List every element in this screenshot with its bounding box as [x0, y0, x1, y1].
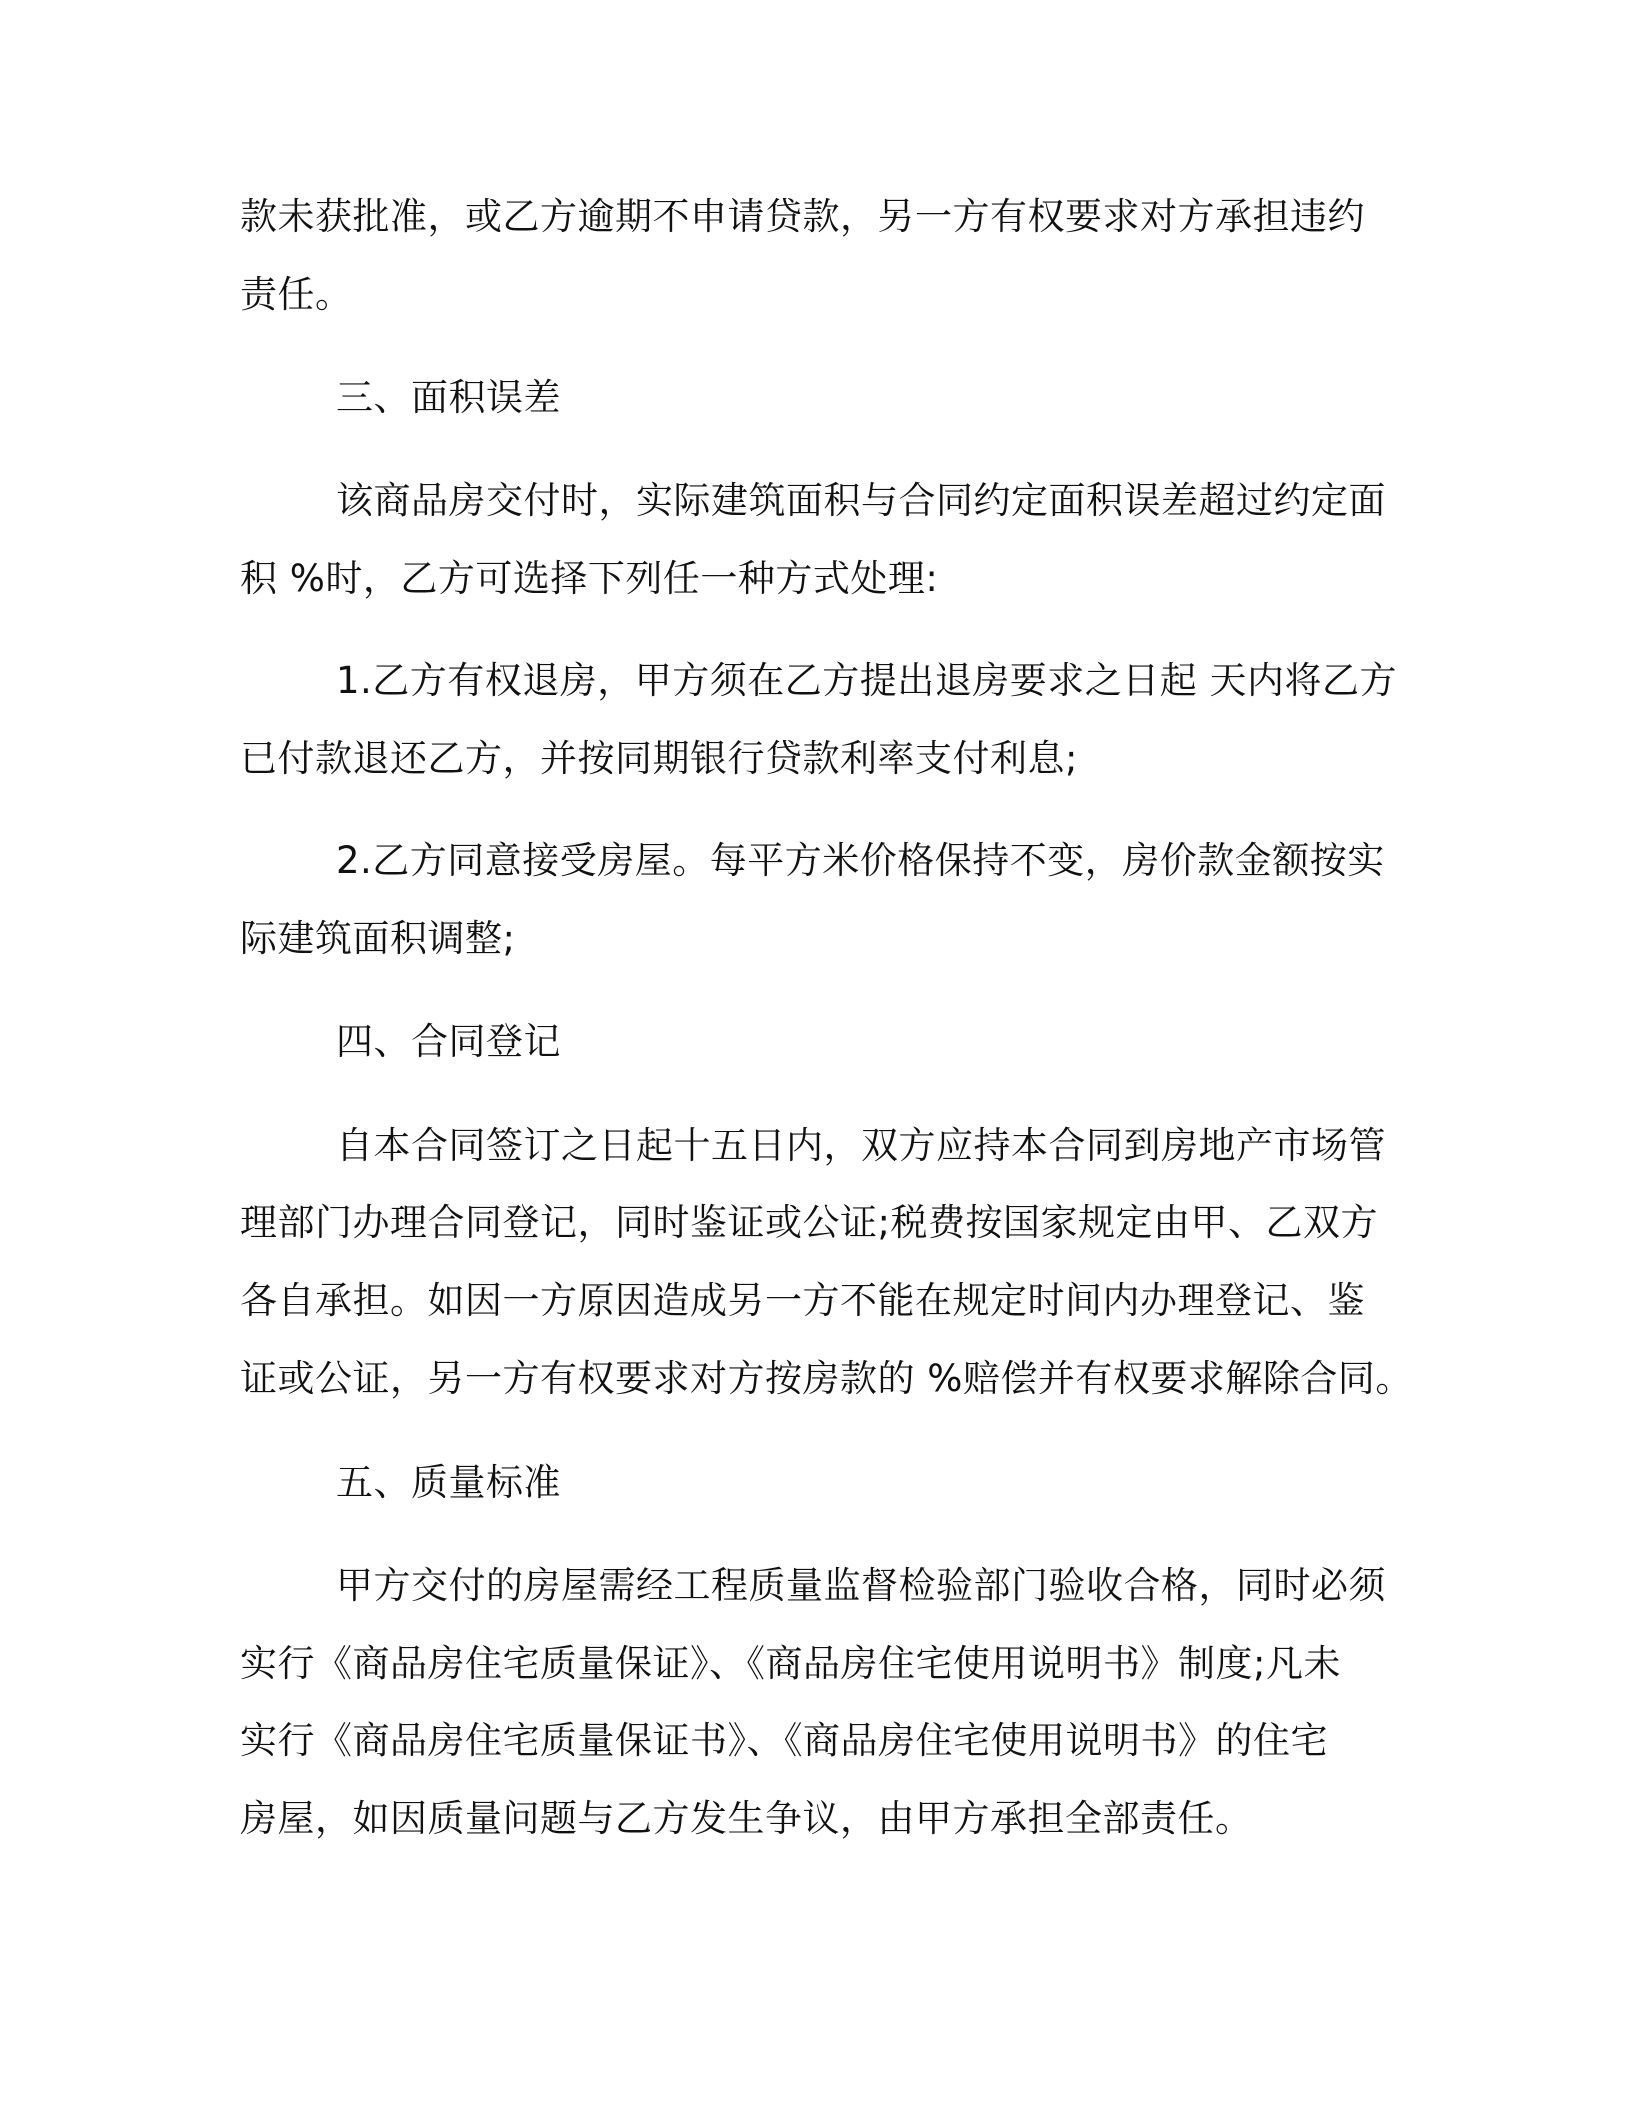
paragraph-line: 该商品房交付时，实际建筑面积与合同约定面积误差超过约定面: [336, 479, 1386, 522]
paragraph-line: 证或公证，另一方有权要求对方按房款的 %赔偿并有权要求解除合同。: [240, 1357, 1413, 1400]
paragraph-line: 责任。: [240, 273, 353, 316]
list-item-line: 已付款退还乙方，并按同期银行贷款利率支付利息;: [240, 737, 1078, 780]
paragraph-line: 房屋，如因质量问题与乙方发生争议，由甲方承担全部责任。: [240, 1797, 1253, 1840]
paragraph-line: 积 %时，乙方可选择下列任一种方式处理:: [240, 557, 939, 600]
paragraph-line: 实行《商品房住宅质量保证》、《商品房住宅使用说明书》制度;凡未: [240, 1642, 1341, 1685]
paragraph-line: 理部门办理合同登记，同时鉴证或公证;税费按国家规定由甲、乙双方: [240, 1201, 1378, 1244]
section-heading: 五、质量标准: [336, 1461, 561, 1504]
paragraph-line: 实行《商品房住宅质量保证书》、《商品房住宅使用说明书》的住宅: [240, 1719, 1328, 1762]
paragraph-line: 各自承担。如因一方原因造成另一方不能在规定时间内办理登记、鉴: [240, 1279, 1365, 1322]
section-heading: 三、面积误差: [336, 376, 561, 419]
list-item-line: 2.乙方同意接受房屋。每平方米价格保持不变，房价款金额按实: [336, 839, 1385, 882]
list-item-line: 1.乙方有权退房，甲方须在乙方提出退房要求之日起 天内将乙方: [336, 659, 1398, 702]
section-heading: 四、合同登记: [336, 1020, 561, 1063]
paragraph-line: 自本合同签订之日起十五日内，双方应持本合同到房地产市场管: [336, 1124, 1386, 1167]
paragraph-line: 款未获批准，或乙方逾期不申请贷款，另一方有权要求对方承担违约: [240, 195, 1365, 238]
paragraph-line: 甲方交付的房屋需经工程质量监督检验部门验收合格，同时必须: [336, 1564, 1386, 1607]
list-item-line: 际建筑面积调整;: [240, 917, 516, 960]
